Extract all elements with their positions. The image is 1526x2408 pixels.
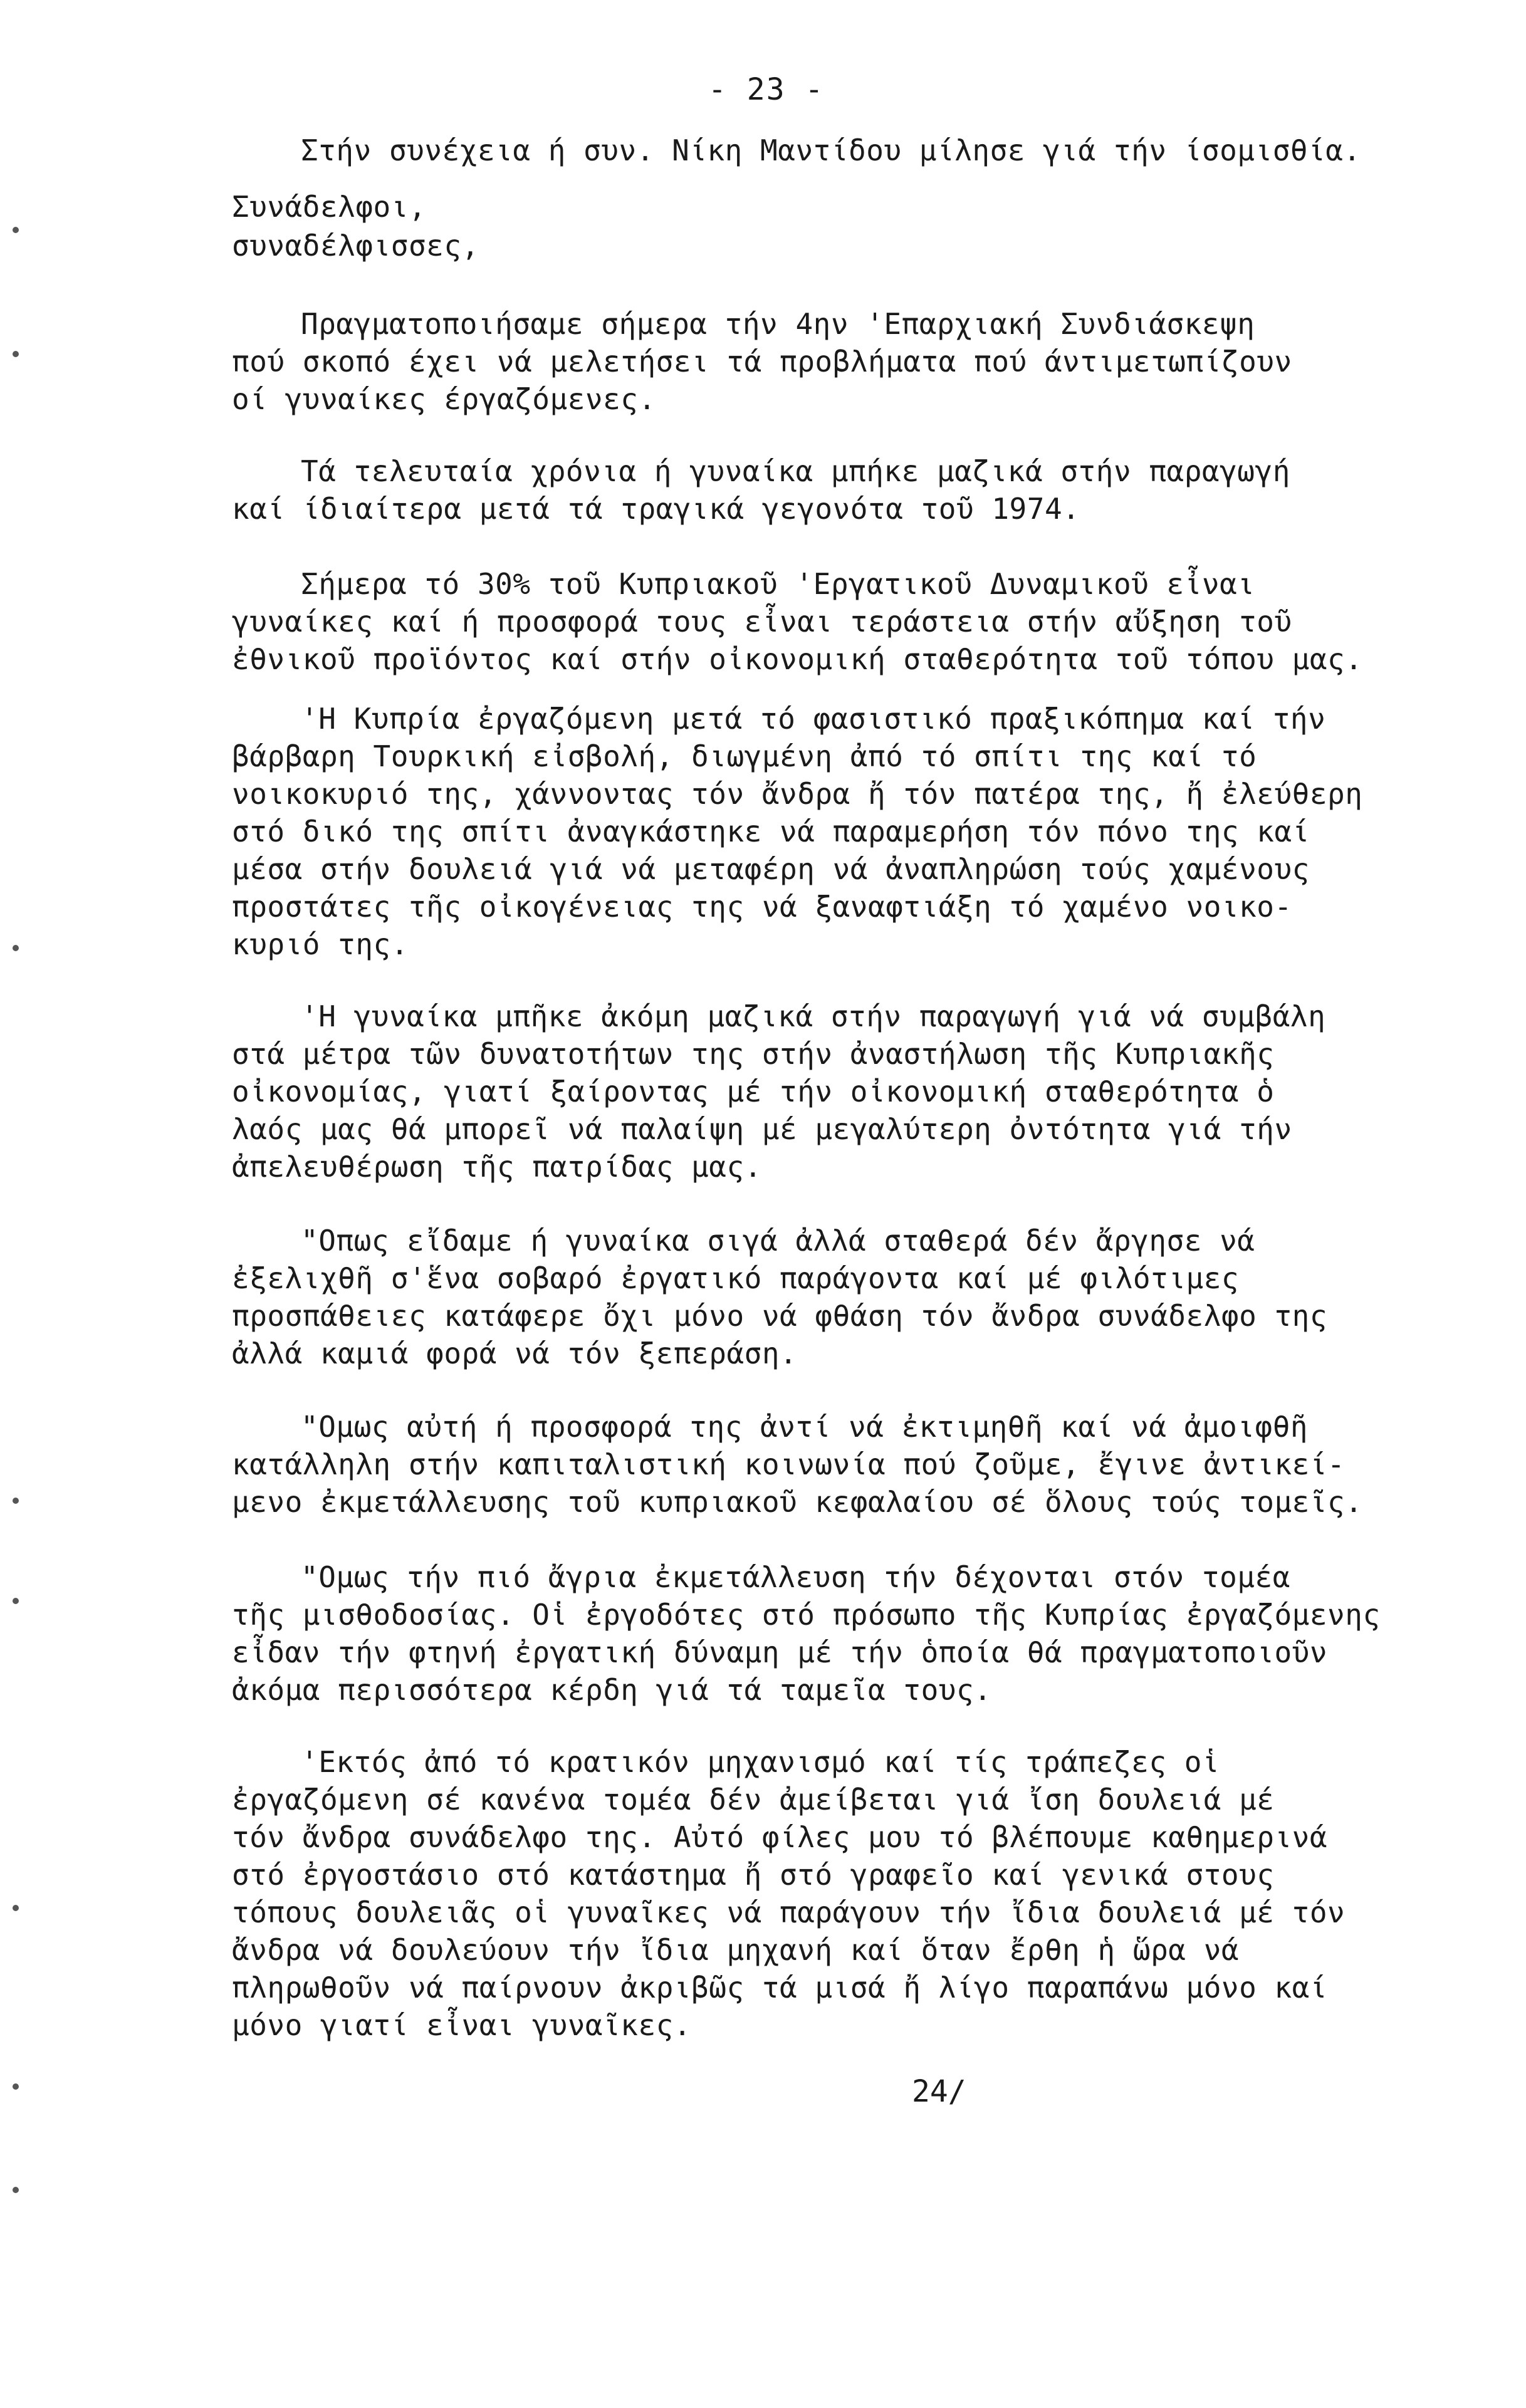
- text-line: ἐργαζόμενη σέ κανένα τομέα δέν ἀμείβεται γιά ἴση δουλειά μέ: [232, 1783, 1275, 1816]
- text-line: τόν ἄνδρα συνάδελφο της. Αὐτό φίλες μου τό βλέπουμε καθημερινά: [232, 1820, 1328, 1854]
- continuation-marker: 24/: [912, 2074, 966, 2109]
- scan-speck: [13, 2083, 19, 2090]
- page-number: - 23 -: [708, 72, 825, 107]
- text-line: 'Η γυναίκα μπῆκε ἀκόμη μαζικά στήν παραγωγή γιά νά συμβάλη: [301, 999, 1326, 1033]
- text-line: μενο ἐκμετάλλευσης τοῦ κυπριακοῦ κεφαλαίου σέ ὅλους τούς τομεῖς.: [232, 1485, 1363, 1519]
- text-line: βάρβαρη Τουρκική εἰσβολή, διωγμένη ἀπό τό σπίτι της καί τό: [232, 739, 1257, 773]
- text-line: στό δικό της σπίτι ἀναγκάστηκε νά παραμερήση τόν πόνο της καί: [232, 815, 1310, 848]
- text-line: τόπους δουλειᾶς οἱ γυναῖκες νά παράγουν τήν ἴδια δουλειά μέ τόν: [232, 1895, 1346, 1929]
- text-line: νοικοκυριό της, χάννοντας τόν ἄνδρα ἤ τόν πατέρα της, ἤ ἐλεύθερη: [232, 777, 1363, 811]
- text-line: τῆς μισθοδοσίας. Οἱ ἐργοδότες στό πρόσωπο τῆς Κυπρίας ἐργαζόμενης: [232, 1598, 1381, 1632]
- scan-speck: [13, 945, 19, 951]
- text-line: στά μέτρα τῶν δυνατοτήτων της στήν ἀναστήλωση τῆς Κυπριακῆς: [232, 1037, 1275, 1071]
- scan-speck: [13, 227, 19, 233]
- text-line: ἀπελευθέρωση τῆς πατρίδας μας.: [232, 1150, 762, 1184]
- text-line: προσπάθειες κατάφερε ὄχι μόνο νά φθάση τόν ἄνδρα συνάδελφο της: [232, 1299, 1328, 1333]
- text-line: λαός μας θά μπορεῖ νά παλαίψη μέ μεγαλύτερη ὀντότητα γιά τήν: [232, 1112, 1292, 1146]
- text-line: Τά τελευταία χρόνια ή γυναίκα μπήκε μαζικά στήν παραγωγή: [301, 454, 1290, 488]
- text-line: συναδέλφισσες,: [232, 229, 479, 263]
- text-line: κατάλληλη στήν καπιταλιστική κοινωνία πού ζοῦμε, ἔγινε ἀντικεί-: [232, 1447, 1346, 1481]
- text-line: μέσα στήν δουλειά γιά νά μεταφέρη νά ἀναπληρώση τούς χαμένους: [232, 852, 1310, 886]
- scan-speck: [13, 1905, 19, 1911]
- scan-speck: [13, 1498, 19, 1504]
- text-line: "Οπως εἴδαμε ή γυναίκα σιγά ἀλλά σταθερά δέν ἄργησε νά: [301, 1224, 1255, 1258]
- scan-speck: [13, 1598, 19, 1604]
- text-line: προστάτες τῆς οἰκογένειας της νά ξαναφτιάξη τό χαμένο νοικο-: [232, 890, 1292, 924]
- scan-speck: [13, 2187, 19, 2193]
- text-line: ἀκόμα περισσότερα κέρδη γιά τά ταμεῖα τους.: [232, 1673, 992, 1707]
- text-line: Στήν συνέχεια ή συν. Νίκη Μαντίδου μίλησε γιά τήν ίσομισθία.: [301, 133, 1361, 167]
- text-line: οί γυναίκες έργαζόμενες.: [232, 382, 656, 416]
- text-line: 'Η Κυπρία ἐργαζόμενη μετά τό φασιστικό πραξικόπημα καί τήν: [301, 702, 1326, 736]
- text-line: ἀλλά καμιά φορά νά τόν ξεπεράση.: [232, 1337, 798, 1370]
- text-line: ἄνδρα νά δουλεύουν τήν ἴδια μηχανή καί ὅταν ἔρθη ἡ ὥρα νά: [232, 1933, 1240, 1967]
- text-line: στό ἐργοστάσιο στό κατάστημα ἤ στό γραφεῖο καί γενικά στους: [232, 1858, 1275, 1892]
- text-line: "Ομως αὐτή ή προσφορά της ἀντί νά ἐκτιμηθῆ καί νά ἀμοιφθῆ: [301, 1410, 1309, 1444]
- scan-speck: [13, 351, 19, 357]
- text-line: πληρωθοῦν νά παίρνουν ἀκριβῶς τά μισά ἤ λίγο παραπάνω μόνο καί: [232, 1971, 1328, 2004]
- text-line: 'Εκτός ἀπό τό κρατικόν μηχανισμό καί τίς τράπεζες οἱ: [301, 1745, 1220, 1779]
- text-line: οἰκονομίας, γιατί ξαίροντας μέ τήν οἰκονομική σταθερότητα ὁ: [232, 1075, 1275, 1108]
- text-line: εἶδαν τήν φτηνή ἐργατική δύναμη μέ τήν ὁποία θά πραγματοποιοῦν: [232, 1635, 1328, 1669]
- text-line: "Ομως τήν πιό ἄγρια ἐκμετάλλευση τήν δέχονται στόν τομέα: [301, 1560, 1290, 1594]
- text-line: πού σκοπό έχει νά μελετήσει τά προβλήματα πού άντιμετωπίζουν: [232, 345, 1292, 378]
- text-line: Συνάδελφοι,: [232, 190, 427, 224]
- text-line: κυριό της.: [232, 927, 409, 961]
- text-line: Σήμερα τό 30% τοῦ Κυπριακοῦ 'Εργατικοῦ Δυναμικοῦ εἶναι: [301, 567, 1255, 601]
- text-line: καί ίδιαίτερα μετά τά τραγικά γεγονότα τοῦ 1974.: [232, 492, 1080, 526]
- text-line: Πραγματοποιήσαμε σήμερα τήν 4ην 'Επαρχιακή Συνδιάσκεψη: [301, 307, 1255, 341]
- text-line: μόνο γιατί εἶναι γυναῖκες.: [232, 2008, 692, 2042]
- text-line: ἐξελιχθῆ σ'ἕνα σοβαρό ἐργατικό παράγοντα καί μέ φιλότιμες: [232, 1261, 1240, 1295]
- text-line: γυναίκες καί ή προσφορά τους εἶναι τεράστεια στήν αὔξηση τοῦ: [232, 605, 1292, 638]
- text-line: ἐθνικοῦ προϊόντος καί στήν οἰκονομική σταθερότητα τοῦ τόπου μας.: [232, 642, 1363, 676]
